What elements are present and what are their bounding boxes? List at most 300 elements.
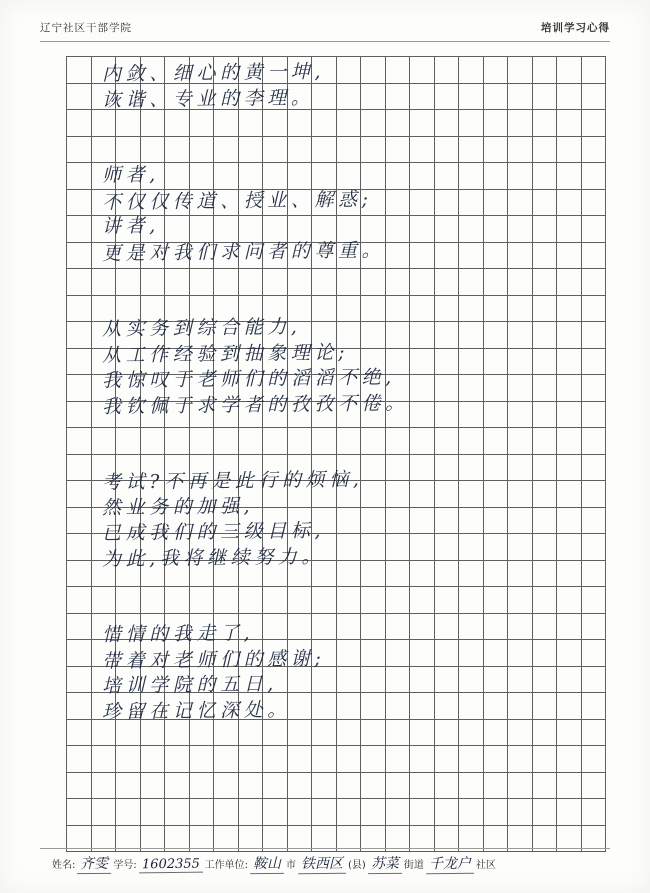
grid-cell [434,560,459,587]
grid-cell [361,163,386,190]
grid-cell [214,189,239,216]
grid-cell [483,163,508,190]
grid-cell [116,110,141,137]
grid-cell [336,640,361,667]
grid-cell [214,322,239,349]
grid-cell [336,507,361,534]
grid-cell [508,587,533,614]
grid-cell [459,666,484,693]
handwritten-line: 考试?不再是此行的烦恼, [101,468,364,494]
grid-cell [459,507,484,534]
grid-cell [336,560,361,587]
grid-cell [385,269,410,296]
grid-cell [287,693,312,720]
grid-cell [385,746,410,773]
grid-cell [189,507,214,534]
footer-divider [40,848,610,849]
grid-cell [459,295,484,322]
grid-cell [532,666,557,693]
grid-cell [434,746,459,773]
grid-cell [189,613,214,640]
grid-row [67,507,606,534]
grid-cell [361,375,386,402]
grid-cell [165,772,190,799]
grid-cell [116,322,141,349]
grid-cell [361,772,386,799]
grid-cell [91,507,116,534]
grid-cell [410,613,435,640]
grid-cell [263,746,288,773]
grid-cell [165,322,190,349]
grid-cell [312,693,337,720]
grid-cell [214,613,239,640]
grid-cell [508,110,533,137]
grid-cell [140,640,165,667]
grid-cell [557,216,582,243]
grid-cell [532,322,557,349]
grid-cell [189,666,214,693]
grid-cell [361,242,386,269]
grid-cell [189,269,214,296]
grid-cell [263,481,288,508]
grid-cell [91,587,116,614]
grid-cell [312,401,337,428]
grid-cell [434,163,459,190]
grid-cell [116,136,141,163]
grid-cell [189,428,214,455]
grid-cell [67,83,92,110]
grid-cell [581,83,606,110]
grid-cell [91,746,116,773]
grid-cell [483,136,508,163]
grid-cell [263,666,288,693]
grid-cell [287,242,312,269]
grid-cell [361,481,386,508]
grid-cell [532,163,557,190]
grid-cell [116,560,141,587]
grid-cell [214,110,239,137]
grid-row [67,587,606,614]
grid-cell [557,375,582,402]
grid-cell [263,83,288,110]
grid-cell [263,401,288,428]
grid-cell [508,401,533,428]
grid-cell [214,242,239,269]
grid-cell [189,83,214,110]
grid-cell [581,375,606,402]
grid-cell [140,799,165,826]
grid-cell [385,242,410,269]
grid-cell [361,401,386,428]
grid-cell [140,322,165,349]
grid-cell [67,507,92,534]
grid-cell [434,507,459,534]
grid-cell [483,269,508,296]
grid-cell [263,560,288,587]
grid-cell [508,189,533,216]
grid-cell [459,322,484,349]
grid-cell [165,613,190,640]
grid-cell [557,136,582,163]
grid-cell [361,719,386,746]
grid-cell [140,693,165,720]
grid-cell [238,189,263,216]
grid-cell [581,242,606,269]
grid-cell [434,189,459,216]
handwritten-line: 师者, [101,163,160,187]
grid-cell [91,375,116,402]
grid-cell [557,693,582,720]
handwritten-line: 培训学院的五日, [101,672,278,698]
grid-cell [459,110,484,137]
grid-cell [410,746,435,773]
grid-cell [336,83,361,110]
grid-cell [263,640,288,667]
grid-cell [67,242,92,269]
grid-cell [91,322,116,349]
grid-cell [532,772,557,799]
grid-cell [238,216,263,243]
grid-cell [459,587,484,614]
grid-cell [434,269,459,296]
grid-cell [410,587,435,614]
grid-cell [483,295,508,322]
grid-cell [410,242,435,269]
grid-cell [361,507,386,534]
grid-cell [91,719,116,746]
grid-cell [116,772,141,799]
grid-cell [238,269,263,296]
grid-cell [361,189,386,216]
grid-cell [483,772,508,799]
grid-cell [312,799,337,826]
grid-cell [263,322,288,349]
grid-cell [336,693,361,720]
grid-cell [287,799,312,826]
grid-cell [214,640,239,667]
grid-cell [557,507,582,534]
grid-cell [336,57,361,84]
grid-cell [385,216,410,243]
grid-cell [140,375,165,402]
grid-cell [91,534,116,561]
grid-cell [410,136,435,163]
grid-cell [361,746,386,773]
grid-cell [581,216,606,243]
grid-cell [532,613,557,640]
grid-cell [581,666,606,693]
grid-cell [189,560,214,587]
grid-cell [287,83,312,110]
grid-cell [214,560,239,587]
grid-cell [312,269,337,296]
grid-cell [140,534,165,561]
grid-row [67,693,606,720]
grid-cell [336,375,361,402]
grid-cell [508,534,533,561]
grid-cell [385,613,410,640]
grid-cell [287,216,312,243]
grid-cell [287,348,312,375]
grid-cell [581,507,606,534]
grid-cell [165,534,190,561]
grid-cell [581,295,606,322]
grid-cell [165,136,190,163]
grid-cell [312,295,337,322]
grid-cell [581,772,606,799]
grid-cell [189,693,214,720]
grid-row [67,428,606,455]
handwritten-line: 从实务到综合能力, [101,315,302,341]
grid-cell [508,428,533,455]
grid-cell [581,57,606,84]
grid-cell [91,189,116,216]
grid-cell [214,799,239,826]
grid-cell [189,110,214,137]
grid-cell [508,57,533,84]
grid-cell [189,772,214,799]
grid-cell [336,136,361,163]
grid-cell [238,322,263,349]
grid-cell [336,428,361,455]
grid-cell [532,640,557,667]
grid-cell [410,83,435,110]
grid-cell [312,746,337,773]
handwritten-line: 然业务的加强, [101,494,255,519]
grid-cell [287,587,312,614]
grid-cell [214,163,239,190]
grid-cell [532,110,557,137]
grid-cell [91,666,116,693]
grid-cell [238,428,263,455]
grid-cell [483,401,508,428]
city-value: 鞍山 [250,853,284,874]
grid-cell [140,269,165,296]
grid-cell [287,560,312,587]
grid-cell [410,322,435,349]
grid-cell [459,189,484,216]
grid-cell [287,534,312,561]
grid-cell [238,110,263,137]
handwritten-line: 诙谐、专业的李理。 [101,86,315,111]
grid-cell [67,481,92,508]
grid-cell [312,428,337,455]
grid-cell [189,375,214,402]
grid-cell [263,295,288,322]
grid-cell [67,322,92,349]
grid-cell [238,746,263,773]
grid-cell [287,375,312,402]
grid-cell [140,136,165,163]
grid-cell [483,613,508,640]
grid-cell [483,746,508,773]
grid-cell [532,587,557,614]
grid-cell [214,83,239,110]
grid-cell [287,401,312,428]
grid-cell [312,719,337,746]
grid-cell [165,481,190,508]
grid-cell [508,560,533,587]
community-value: 千龙户 [426,853,474,875]
grid-cell [189,216,214,243]
grid-cell [287,322,312,349]
grid-cell [508,295,533,322]
grid-cell [483,719,508,746]
grid-cell [385,534,410,561]
grid-cell [336,481,361,508]
grid-cell [410,216,435,243]
grid-cell [165,401,190,428]
grid-cell [238,613,263,640]
grid-cell [67,772,92,799]
grid-cell [508,269,533,296]
page-footer [52,853,610,879]
grid-cell [312,481,337,508]
grid-cell [238,401,263,428]
grid-cell [263,428,288,455]
grid-cell [459,83,484,110]
grid-cell [116,216,141,243]
grid-cell [140,719,165,746]
grid-cell [459,163,484,190]
grid-cell [557,587,582,614]
grid-cell [385,719,410,746]
grid-cell [165,295,190,322]
grid-cell [287,640,312,667]
grid-cell [336,269,361,296]
grid-cell [483,640,508,667]
grid-cell [165,799,190,826]
grid-cell [238,534,263,561]
grid-cell [483,242,508,269]
grid-cell [165,693,190,720]
grid-cell [459,242,484,269]
grid-cell [434,322,459,349]
grid-cell [557,799,582,826]
grid-cell [459,640,484,667]
grid-cell [459,613,484,640]
name-label: 姓名: [52,860,76,871]
grid-cell [91,83,116,110]
grid-cell [67,110,92,137]
grid-cell [91,613,116,640]
grid-cell [116,428,141,455]
grid-cell [385,587,410,614]
grid-cell [459,57,484,84]
grid-cell [410,507,435,534]
grid-cell [532,719,557,746]
grid-cell [361,560,386,587]
grid-cell [581,110,606,137]
grid-cell [91,57,116,84]
grid-cell [116,507,141,534]
grid-cell [459,454,484,481]
grid-cell [165,746,190,773]
grid-cell [410,719,435,746]
handwritten-line: 带着对老师们的感谢; [101,647,326,672]
grid-cell [140,163,165,190]
grid-cell [434,375,459,402]
grid-cell [361,666,386,693]
grid-cell [165,110,190,137]
grid-cell [434,216,459,243]
city-suffix: 市 [286,860,297,871]
grid-cell [140,666,165,693]
grid-cell [287,136,312,163]
grid-cell [116,719,141,746]
handwritten-line: 我钦佩于求学者的孜孜不倦。 [101,391,409,418]
grid-cell [214,719,239,746]
grid-cell [532,83,557,110]
grid-cell [165,242,190,269]
grid-cell [581,613,606,640]
grid-cell [459,216,484,243]
grid-row [67,83,606,110]
grid-cell [214,587,239,614]
grid-cell [581,269,606,296]
grid-cell [189,481,214,508]
grid-cell [410,481,435,508]
grid-cell [434,110,459,137]
grid-cell [385,163,410,190]
grid-cell [91,216,116,243]
grid-cell [116,57,141,84]
grid-cell [361,640,386,667]
grid-cell [410,772,435,799]
grid-cell [312,348,337,375]
grid-cell [361,83,386,110]
grid-cell [238,507,263,534]
grid-cell [140,507,165,534]
grid-cell [557,428,582,455]
grid-cell [116,269,141,296]
grid-cell [189,295,214,322]
grid-cell [67,216,92,243]
grid-cell [238,163,263,190]
grid-cell [336,348,361,375]
grid-cell [91,772,116,799]
grid-cell [483,481,508,508]
grid-cell [312,163,337,190]
grid-cell [459,534,484,561]
grid-cell [361,322,386,349]
grid-cell [67,640,92,667]
handwritten-line: 从工作经验到抽象理论; [101,340,350,367]
grid-cell [67,163,92,190]
grid-cell [434,613,459,640]
grid-cell [434,348,459,375]
grid-cell [508,375,533,402]
grid-cell [263,719,288,746]
grid-cell [140,57,165,84]
grid-cell [189,242,214,269]
grid-cell [385,481,410,508]
grid-cell [434,693,459,720]
grid-cell [287,295,312,322]
grid-cell [263,189,288,216]
grid-cell [263,799,288,826]
grid-row [67,560,606,587]
grid-cell [312,587,337,614]
grid-cell [483,348,508,375]
grid-cell [238,799,263,826]
grid-cell [312,375,337,402]
grid-cell [238,560,263,587]
grid-cell [508,507,533,534]
handwritten-line: 我惊叹于老师们的滔滔不绝, [101,366,396,392]
grid-row [67,57,606,84]
grid-cell [385,322,410,349]
